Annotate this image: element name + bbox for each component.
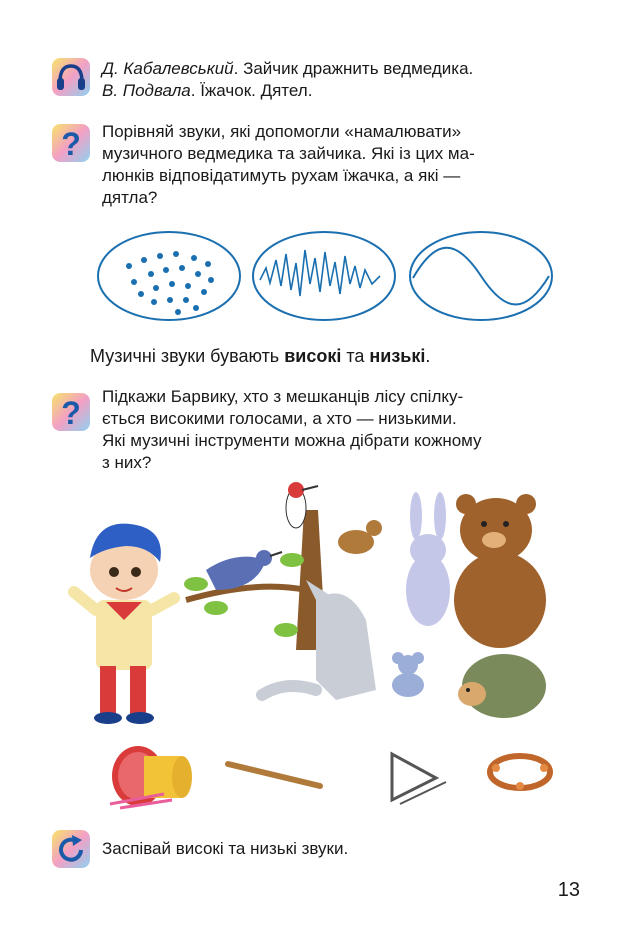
mouse	[392, 652, 424, 697]
task-text: Заспівай високі та низькі звуки.	[102, 839, 349, 858]
question-icon	[52, 124, 90, 162]
tambourine-icon	[490, 756, 550, 790]
zigzag-oval	[253, 232, 395, 320]
dots-oval	[98, 232, 240, 320]
composer-kabalevsky: Д. Кабалевський	[102, 59, 234, 78]
listening-text	[102, 58, 592, 102]
repeat-icon	[52, 830, 90, 868]
question1-line: Порівняй звуки, які допомогли «намалювати»	[102, 122, 462, 141]
question2-line: ється високими голосами, а хто — низькими.	[102, 409, 457, 428]
hedgehog	[458, 654, 546, 718]
statement-low: низькі	[369, 346, 426, 366]
question1-line: дятла?	[102, 188, 158, 207]
statement-high: високі	[284, 346, 342, 366]
tree-trunk	[184, 510, 326, 650]
wolf	[262, 580, 376, 700]
question2-line: Підкажи Барвику, хто з мешканців лісу спілку-	[102, 387, 464, 406]
drum-icon	[110, 746, 192, 808]
question2-text	[102, 386, 584, 474]
question1-line: люнків відповідатимуть рухам їжачка, а які —	[102, 166, 461, 185]
svg-text:?: ?	[61, 126, 81, 162]
forest-animals-illustration	[56, 480, 586, 730]
flute-icon	[228, 764, 320, 786]
page-number: 13	[557, 879, 580, 901]
question2-line: Які музичні інструменти можна дібрати кожному	[102, 431, 482, 450]
statement-suffix: .	[425, 346, 431, 366]
composer-podvala: В. Подвала	[102, 81, 191, 100]
girl-barvyk	[74, 524, 174, 724]
statement	[90, 345, 430, 367]
wave-oval	[410, 232, 552, 320]
question1-text	[102, 121, 584, 209]
statement-middle: та	[341, 346, 370, 366]
statement-prefix: Музичні звуки бувають	[90, 346, 285, 366]
sound-drawings	[96, 228, 556, 328]
triangle-icon	[392, 754, 446, 804]
question1-line: музичного ведмедика та зайчика. Які із цих ма-	[102, 144, 475, 163]
piece-title-1: . Зайчик дражнить ведмедика.	[233, 59, 474, 78]
bear	[454, 494, 546, 648]
svg-text:?: ?	[61, 395, 81, 431]
headphones-icon	[52, 58, 90, 96]
piece-title-2: . Їжачок. Дятел.	[190, 81, 313, 100]
brown-bird	[338, 520, 382, 554]
question2-line: з них?	[102, 453, 152, 472]
hare	[406, 492, 450, 626]
question-icon	[52, 393, 90, 431]
instruments-row	[100, 738, 570, 814]
